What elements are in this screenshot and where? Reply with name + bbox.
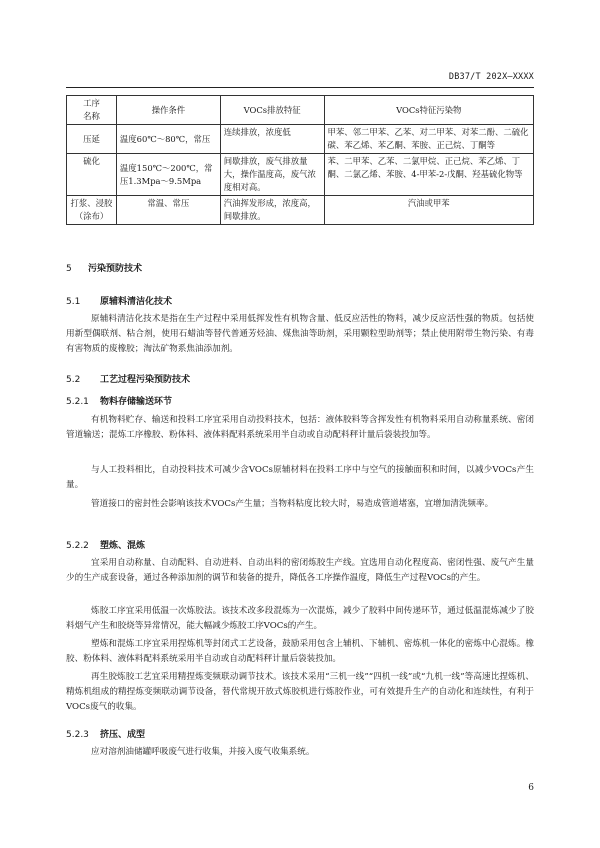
table-header-row bbox=[67, 96, 534, 125]
table-cell: 间歇排放，废气排放量大，操作温度高，废气浓度相对高。 bbox=[220, 154, 324, 196]
table-row bbox=[67, 125, 534, 154]
section-5-2-heading: 5.2 工艺过程污染预防技术 bbox=[66, 375, 191, 385]
paragraph: 与人工投料相比，自动投料技术可减少含VOCs原辅材料在投料工序中与空气的接触面积和时间，以减少VOCs产生量。 bbox=[66, 465, 534, 490]
table-cell: 甲苯、邻二甲苯、乙苯、对二甲苯、对苯二酚、二硫化碳、苯乙烯、苯乙酮、苯胺、正己烷、丁酮等 bbox=[324, 125, 533, 154]
table-header-cell: VOCs特征污染物 bbox=[324, 96, 533, 125]
table-cell: 汽油或甲苯 bbox=[324, 196, 533, 225]
table-cell: 苯、二甲苯、乙苯、二氯甲烷、正己烷、苯乙烯、丁酮、二氯乙烯、苯胺、4-甲苯-2-戊酮、羟基硫化物等 bbox=[324, 154, 533, 196]
paragraph: 宜采用自动称量、自动配料、自动进料、自动出料的密闭炼胶生产线。宜选用自动化程度高、密闭性强、废气产生量少的生产成套设备，通过各种添加剂的调节和装备的提升，降低各工序操作温度，降低生产过程VOCs的产生。 bbox=[66, 558, 534, 583]
table-cell: 汽油挥发形成，浓度高，间歇排放。 bbox=[220, 196, 324, 225]
section-5-2-1-heading: 5.2.1 物料存储输送环节 bbox=[66, 397, 173, 407]
table-cell: 常温、常压 bbox=[116, 196, 220, 225]
section-5-1-heading: 5.1 原辅料清洁化技术 bbox=[66, 297, 173, 307]
table-header-cell: 工序 名称 bbox=[67, 96, 117, 125]
table-row bbox=[67, 196, 534, 225]
table-header-cell: VOCs排放特征 bbox=[220, 96, 324, 125]
page-number: 6 bbox=[528, 783, 534, 793]
table-cell: 硫化 bbox=[67, 154, 117, 196]
paragraph: 有机物料贮存、输送和投料工序宜采用自动投料技术，包括：液体胶料等含挥发性有机物料采用自动称量系统、密闭管道输送；混炼工序橡胶、粉体料、液体料配料系统采用半自动或自动配料秤计量后袋装投加等。 bbox=[66, 415, 534, 440]
paragraph: 塑炼和混炼工序宜采用捏炼机等封闭式工艺设备，鼓励采用包含上辅机、下辅机、密炼机一体化的密炼中心混炼。橡胶、粉体料、液体料配料系统采用半自动或自动配料秤计量后袋装投加。 bbox=[66, 639, 534, 664]
paragraph: 管道接口的密封性会影响该技术VOCs产生量；当物料粘度比较大时，易造成管道堵塞，宜增加清洗频率。 bbox=[91, 499, 494, 509]
document-code: DB37/T 202X—XXXX bbox=[448, 72, 534, 82]
paragraph: 再生胶炼胶工艺宜采用精捏炼变频联动调节技术。该技术采用“三机一线”“四机一线”或“九机一线”等高速比捏炼机、精炼机组成的精捏炼变频联动调节设备，替代常规开放式炼胶机进行炼胶作业，可有效提升生产的自动化和连续性，有利于VOCs废气的收集。 bbox=[66, 672, 534, 712]
table-header-cell: 操作条件 bbox=[116, 96, 220, 125]
paragraph: 炼胶工序宜采用低温一次炼胶法。该技术改多段混炼为一次混炼，减少了胶料中间传递环节，通过低温混炼减少了胶料烟气产生和胶烧等异常情况，能大幅减少炼胶工序VOCs的产生。 bbox=[66, 606, 534, 631]
table-cell: 连续排放，浓度低 bbox=[220, 125, 324, 154]
table-cell: 压延 bbox=[67, 125, 117, 154]
section-5-2-2-heading: 5.2.2 塑炼、混炼 bbox=[66, 541, 146, 551]
table-cell: 温度150℃～200℃，常压1.3Mpa～9.5Mpa bbox=[116, 154, 220, 196]
section-5-heading: 5 污染预防技术 bbox=[66, 264, 143, 274]
section-5-2-3-heading: 5.2.3 挤压、成型 bbox=[66, 730, 146, 740]
table-row bbox=[67, 154, 534, 196]
table-cell: 温度60℃～80℃，常压 bbox=[116, 125, 220, 154]
paragraph: 原辅料清洁化技术是指在生产过程中采用低挥发性有机物含量、低反应活性的物料，减少反应活性强的物质。包括使用新型偶联剂、粘合剂，使用石蜡油等替代普通芳烃油、煤焦油等助剂，采用颗粒型助剂等；禁止使用附带生物污染、有毒有害物质的废橡胶；淘汰矿物系焦油添加剂。 bbox=[66, 314, 534, 354]
header-rule bbox=[66, 87, 534, 88]
voc-table bbox=[66, 95, 534, 225]
table-cell: 打浆、浸胶（涂布） bbox=[67, 196, 117, 225]
paragraph: 应对溶剂油储罐呼吸废气进行收集，并接入废气收集系统。 bbox=[91, 747, 315, 757]
